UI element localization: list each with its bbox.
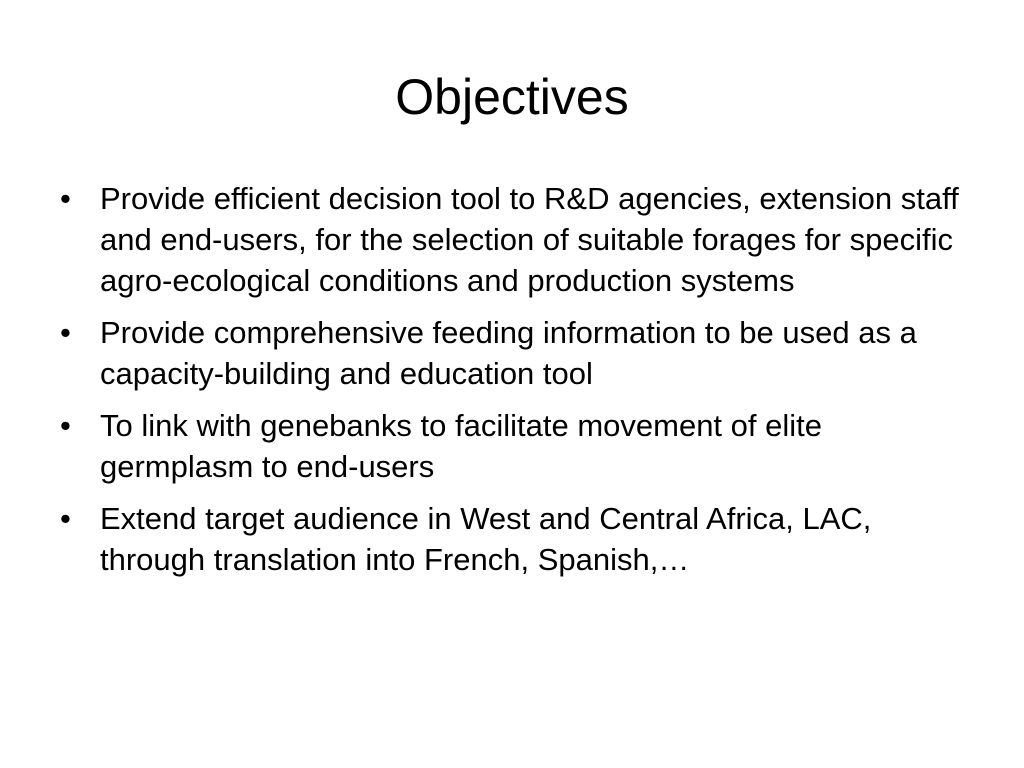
bullet-item-2	[60, 312, 980, 394]
bullet-dot-icon: •	[60, 408, 71, 443]
slide-title: Objectives	[395, 69, 629, 125]
bullet-dot-icon: •	[60, 315, 71, 350]
bullet-item-3	[60, 405, 980, 487]
bullet-dot-icon: •	[60, 501, 71, 536]
bullet-list	[60, 178, 980, 591]
bullet-item-1	[60, 178, 980, 301]
bullet-item-4	[60, 498, 980, 580]
bullet-text-4: Extend target audience in West and Central Africa, LAC, through translation into French, Spanish,…	[100, 501, 872, 577]
bullet-text-2: Provide comprehensive feeding information to be used as a capacity-building and education tool	[100, 315, 917, 391]
bullet-dot-icon: •	[60, 181, 71, 216]
bullet-text-3: To link with genebanks to facilitate movement of elite germplasm to end-users	[100, 408, 822, 484]
bullet-text-1: Provide efficient decision tool to R&D agencies, extension staff and end-users, for the selection of suitable forages for specific agro-ecological conditions and production systems	[100, 181, 959, 298]
